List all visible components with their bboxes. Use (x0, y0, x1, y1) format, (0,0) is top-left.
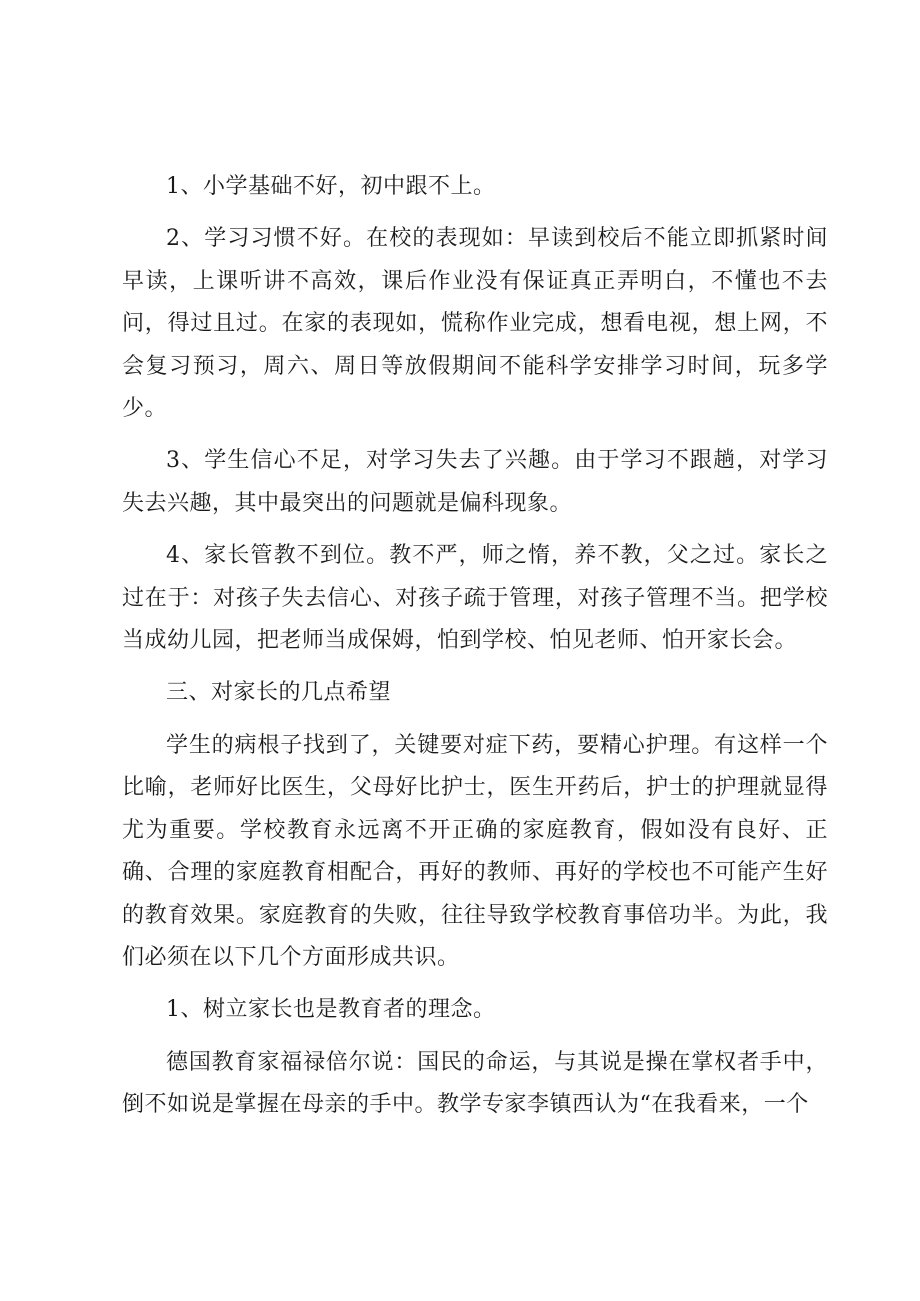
paragraph-cause-1: 1、小学基础不好，初中跟不上。 (166, 174, 496, 199)
paragraph-intro: 学生的病根子找到了，关键要对症下药，要精心护理。有这样一个比喻，老师好比医生，父母好比护士，医生开药后，护士的护理就显得尤为重要。学校教育永远离不开正确的家庭教育，假如没有良好、正确、合理的家庭教育相配合，再好的教师、再好的学校也不可能产生好的教育效果。家庭教育的失败，往往导致学校教育事倍功半。为此，我们必须在以下几个方面形成共识。 (122, 732, 828, 970)
paragraph-cause-3: 3、学生信心不足，对学习失去了兴趣。由于学习不跟趟，对学习失去兴趣，其中最突出的问题就是偏科现象。 (122, 448, 828, 516)
paragraph-cause-4: 4、家长管教不到位。教不严，师之惰，养不教，父之过。家长之过在于：对孩子失去信心、对孩子疏于管理，对孩子管理不当。把学校当成幼儿园，把老师当成保姆，怕到学校、怕见老师、怕开家长会。 (122, 543, 828, 654)
paragraph-point-1: 1、树立家长也是教育者的理念。 (166, 997, 496, 1023)
section-heading: 三、对家长的几点希望 (166, 680, 392, 706)
paragraph-quote: 德国教育家福禄倍尔说：国民的命运，与其说是操在掌权者手中，倒不如说是掌握在母亲的手中。教学专家李镇西认为“在我看来，一个 (122, 1049, 828, 1118)
paragraph-cause-2: 2、学习习惯不好。在校的表现如：早读到校后不能立即抓紧时间早读，上课听讲不高效，课后作业没有保证真正弄明白，不懂也不去问，得过且过。在家的表现如，慌称作业完成，想看电视，想上网，不会复习预习，周六、周日等放假期间不能科学安排学习时间，玩多学少。 (122, 226, 828, 422)
document-body (122, 166, 828, 1137)
